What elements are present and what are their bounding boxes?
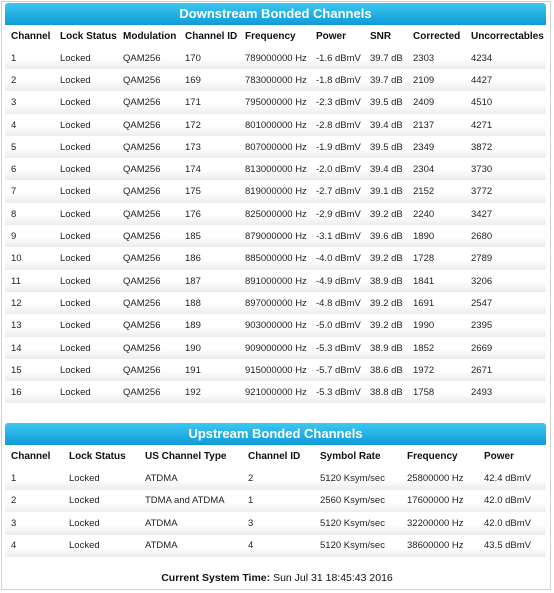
table-cell: 13 [11,320,22,332]
table-cell: Locked [60,164,91,176]
downstream-body [5,47,546,404]
table-cell: Locked [60,208,91,220]
table-cell: 1 [11,472,17,484]
table-cell: 819000000 Hz [245,186,307,198]
table-cell: QAM256 [123,208,161,220]
table-cell: 12 [11,297,22,309]
table-cell: 1972 [413,364,435,376]
table-cell: 38600000 Hz [407,540,464,552]
table-cell: 3206 [471,275,493,287]
table-cell: 39.2 dB [370,320,403,332]
table-cell: 807000000 Hz [245,141,307,153]
table-cell: 192 [185,387,201,399]
table-cell: 897000000 Hz [245,297,307,309]
table-cell: 2152 [413,186,435,198]
table-cell: 891000000 Hz [245,275,307,287]
table-cell: 4 [11,119,17,131]
table-cell: 801000000 Hz [245,119,307,131]
table-cell: 176 [185,208,201,220]
table-cell: 39.2 dB [370,253,403,265]
downstream-col-header: Corrected [413,30,461,42]
table-cell: 1758 [413,387,435,399]
table-cell: 187 [185,275,201,287]
table-cell: 825000000 Hz [245,208,307,220]
downstream-title: Downstream Bonded Channels [5,3,546,25]
table-row [5,114,546,136]
table-cell: 171 [185,97,201,109]
table-cell: 2303 [413,52,435,64]
table-cell: 3427 [471,208,493,220]
table-cell: Locked [60,320,91,332]
table-cell: 1728 [413,253,435,265]
table-cell: 3730 [471,164,493,176]
table-cell: 1841 [413,275,435,287]
table-cell: 5 [11,141,17,153]
table-cell: 10 [11,253,22,265]
table-cell: 879000000 Hz [245,231,307,243]
table-cell: QAM256 [123,74,161,86]
table-cell: 1890 [413,231,435,243]
table-cell: 39.2 dB [370,208,403,220]
table-cell: 915000000 Hz [245,364,307,376]
downstream-col-header: Lock Status [60,30,117,42]
upstream-col-header: Frequency [407,450,458,462]
table-cell: 175 [185,186,201,198]
table-cell: 189 [185,320,201,332]
table-cell: -5.3 dBmV [316,342,361,354]
table-row [5,69,546,91]
system-time-label: Current System Time: [161,572,271,584]
downstream-header-row [5,25,546,47]
table-cell: 186 [185,253,201,265]
table-row [5,47,546,69]
table-cell: -2.9 dBmV [316,208,361,220]
table-cell: 4 [11,540,17,552]
table-cell: 2109 [413,74,435,86]
table-row [5,225,546,247]
table-cell: -3.1 dBmV [316,231,361,243]
table-cell: 11 [11,275,21,287]
table-cell: -1.9 dBmV [316,141,361,153]
table-cell: 42.0 dBmV [484,517,531,529]
table-cell: 39.5 dB [370,97,403,109]
table-cell: ATDMA [145,472,178,484]
table-cell: 5120 Ksym/sec [320,540,385,552]
table-cell: 903000000 Hz [245,320,307,332]
upstream-col-header: Channel ID [248,450,301,462]
table-cell: 2137 [413,119,435,131]
table-cell: 188 [185,297,201,309]
table-cell: 38.8 dB [370,387,403,399]
table-cell: 3772 [471,186,493,198]
table-cell: 1691 [413,297,435,309]
table-cell: -2.7 dBmV [316,186,361,198]
table-cell: 2789 [471,253,493,265]
table-cell: 2304 [413,164,435,176]
table-cell: QAM256 [123,320,161,332]
table-cell: ATDMA [145,540,178,552]
table-row [5,270,546,292]
table-cell: Locked [60,275,91,287]
table-cell: 4510 [471,97,493,109]
table-cell: 3 [11,97,17,109]
table-cell: -5.7 dBmV [316,364,361,376]
table-row [5,92,546,114]
table-cell: -5.0 dBmV [316,320,361,332]
table-cell: 4234 [471,52,493,64]
table-cell: QAM256 [123,387,161,399]
table-cell: Locked [60,297,91,309]
table-cell: 39.2 dB [370,297,403,309]
table-cell: 2671 [471,364,493,376]
table-cell: 16 [11,387,22,399]
table-cell: QAM256 [123,97,161,109]
table-cell: Locked [60,186,91,198]
table-cell: Locked [60,74,91,86]
downstream-col-header: Modulation [123,30,177,42]
table-row [5,535,546,558]
table-cell: 3 [248,517,254,529]
upstream-col-header: Power [484,450,515,462]
table-cell: 2560 Ksym/sec [320,495,385,507]
table-cell: QAM256 [123,275,161,287]
table-cell: 2349 [413,141,435,153]
table-cell: 2395 [471,320,493,332]
upstream-col-header: Symbol Rate [320,450,381,462]
table-cell: -2.3 dBmV [316,97,361,109]
table-cell: 190 [185,342,201,354]
table-cell: 4427 [471,74,493,86]
table-cell: Locked [60,52,91,64]
table-cell: 795000000 Hz [245,97,307,109]
table-cell: 43.5 dBmV [484,540,531,552]
table-cell: 813000000 Hz [245,164,307,176]
table-cell: 4271 [471,119,493,131]
table-cell: -4.9 dBmV [316,275,361,287]
table-cell: QAM256 [123,52,161,64]
table-cell: 185 [185,231,201,243]
upstream-body [5,467,546,557]
table-cell: 5120 Ksym/sec [320,472,385,484]
table-cell: 1852 [413,342,435,354]
table-cell: -5.3 dBmV [316,387,361,399]
table-cell: 3 [11,517,17,529]
table-cell: 17600000 Hz [407,495,464,507]
table-cell: ATDMA [145,517,178,529]
table-cell: -4.8 dBmV [316,297,361,309]
table-row [5,248,546,270]
table-cell: 2 [248,472,254,484]
table-cell: 39.6 dB [370,231,403,243]
table-cell: 5120 Ksym/sec [320,517,385,529]
table-cell: QAM256 [123,297,161,309]
downstream-table [5,25,546,404]
table-cell: 789000000 Hz [245,52,307,64]
downstream-col-header: Frequency [245,30,296,42]
table-cell: 169 [185,74,201,86]
table-cell: 783000000 Hz [245,74,307,86]
table-cell: QAM256 [123,164,161,176]
system-time [0,572,554,584]
table-cell: 39.7 dB [370,74,403,86]
upstream-col-header: Lock Status [69,450,126,462]
downstream-col-header: Channel [11,30,51,42]
table-cell: 3872 [471,141,493,153]
table-cell: 909000000 Hz [245,342,307,354]
table-cell: Locked [69,472,100,484]
upstream-title: Upstream Bonded Channels [5,423,546,445]
table-cell: 921000000 Hz [245,387,307,399]
table-cell: Locked [69,495,100,507]
downstream-col-header: SNR [370,30,392,42]
table-cell: -1.8 dBmV [316,74,361,86]
table-cell: 191 [185,364,201,376]
table-cell: 2 [11,495,17,507]
table-cell: QAM256 [123,186,161,198]
table-cell: Locked [60,231,91,243]
table-cell: -1.6 dBmV [316,52,361,64]
upstream-section [5,423,546,557]
table-row [5,136,546,158]
table-cell: 4 [248,540,254,552]
table-cell: Locked [69,540,100,552]
table-cell: 9 [11,231,17,243]
table-cell: 2493 [471,387,493,399]
upstream-header-row [5,445,546,467]
table-cell: 173 [185,141,201,153]
table-row [5,315,546,337]
table-cell: 39.1 dB [370,186,403,198]
table-cell: QAM256 [123,342,161,354]
table-cell: 42.0 dBmV [484,495,531,507]
downstream-section [5,3,546,404]
table-cell: QAM256 [123,119,161,131]
table-cell: 25800000 Hz [407,472,464,484]
table-row [5,490,546,513]
table-cell: 38.9 dB [370,275,403,287]
table-cell: 15 [11,364,22,376]
table-cell: -4.0 dBmV [316,253,361,265]
table-cell: 2 [11,74,17,86]
table-cell: -2.0 dBmV [316,164,361,176]
table-cell: 39.7 dB [370,52,403,64]
upstream-col-header: US Channel Type [145,450,227,462]
table-cell: 170 [185,52,201,64]
downstream-col-header: Uncorrectables [471,30,544,42]
table-cell: 32200000 Hz [407,517,464,529]
table-row [5,292,546,314]
table-cell: QAM256 [123,253,161,265]
table-row [5,337,546,359]
table-cell: 174 [185,164,201,176]
table-row [5,381,546,403]
table-cell: 2547 [471,297,493,309]
table-row [5,512,546,535]
table-cell: 1990 [413,320,435,332]
upstream-col-header: Channel [11,450,51,462]
table-cell: 172 [185,119,201,131]
table-cell: 885000000 Hz [245,253,307,265]
table-cell: 2669 [471,342,493,354]
system-time-value: Sun Jul 31 18:45:43 2016 [273,572,393,584]
table-cell: 2409 [413,97,435,109]
table-cell: 8 [11,208,17,220]
upstream-table [5,445,546,557]
table-cell: Locked [60,342,91,354]
table-cell: 39.5 dB [370,141,403,153]
table-cell: QAM256 [123,141,161,153]
table-row [5,158,546,180]
table-cell: 6 [11,164,17,176]
table-cell: Locked [60,141,91,153]
table-cell: 2680 [471,231,493,243]
table-cell: 38.6 dB [370,364,403,376]
table-cell: 1 [248,495,254,507]
table-row [5,181,546,203]
table-cell: -2.8 dBmV [316,119,361,131]
downstream-col-header: Channel ID [185,30,238,42]
table-cell: 39.4 dB [370,119,403,131]
table-row [5,467,546,490]
table-cell: 7 [11,186,17,198]
table-cell: 1 [11,52,17,64]
table-cell: 42.4 dBmV [484,472,531,484]
table-row [5,203,546,225]
table-cell: Locked [60,253,91,265]
table-cell: Locked [60,97,91,109]
table-cell: 39.4 dB [370,164,403,176]
table-cell: Locked [60,364,91,376]
table-row [5,359,546,381]
table-cell: 38.9 dB [370,342,403,354]
table-cell: 2240 [413,208,435,220]
table-cell: Locked [60,119,91,131]
table-cell: Locked [69,517,100,529]
table-cell: TDMA and ATDMA [145,495,225,507]
table-cell: Locked [60,387,91,399]
table-cell: QAM256 [123,231,161,243]
table-cell: QAM256 [123,364,161,376]
downstream-col-header: Power [316,30,347,42]
table-cell: 14 [11,342,22,354]
